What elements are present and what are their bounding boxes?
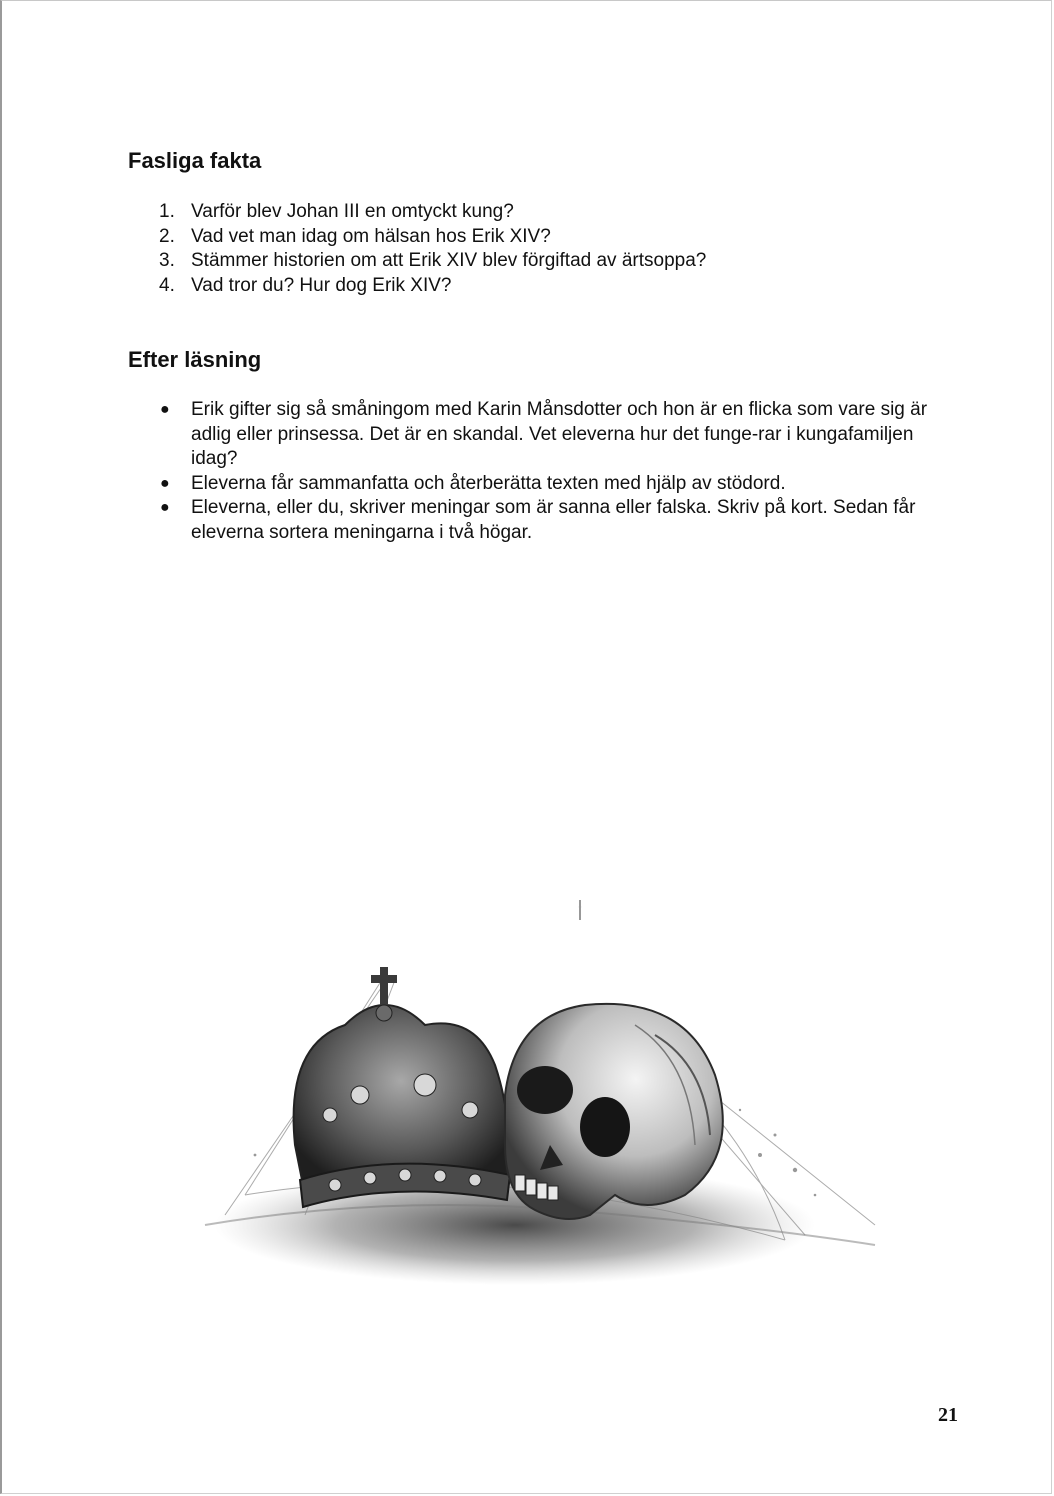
section-heading-efter-lasning: Efter läsning: [128, 347, 262, 372]
skull-eye-socket: [517, 1066, 573, 1114]
list-item-text: Eleverna, eller du, skriver meningar som är sanna eller falska. Skriv på kort. Sedan får eleverna sortera meningarna i två högar.: [191, 497, 916, 543]
list-number: 4.: [159, 274, 175, 296]
list-number: 2.: [159, 225, 175, 247]
list-item: [155, 274, 955, 299]
list-item: [155, 225, 955, 250]
bullet-icon: ●: [160, 499, 170, 516]
crown-drawing: [294, 967, 510, 1207]
skull-drawing: [505, 1004, 723, 1219]
questions-list: [155, 200, 955, 298]
list-item: [155, 200, 955, 225]
list-item-text: Vad vet man idag om hälsan hos Erik XIV?: [191, 225, 551, 247]
bullet-icon: ●: [160, 474, 170, 492]
list-item-text: Erik gifter sig så småningom med Karin Månsdotter och hon är en flicka som vare sig är adlig eller prinsessa. Det är en skandal. Vet eleverna hur det funge-rar i kungafamiljen idag?: [191, 399, 928, 469]
list-number: 3.: [159, 250, 175, 271]
after-reading-list: [155, 398, 945, 545]
bullet-icon: ●: [160, 401, 170, 418]
list-item: [155, 496, 945, 545]
list-item: [155, 249, 955, 274]
page-number: 21: [938, 1404, 958, 1426]
list-item-text: Eleverna får sammanfatta och återberätta texten med hjälp av stödord.: [191, 472, 786, 494]
skull-eye-socket: [580, 1097, 630, 1157]
list-number: 1.: [159, 201, 175, 222]
list-item: [155, 398, 945, 472]
list-item-text: Stämmer historien om att Erik XIV blev förgiftad av ärtsoppa?: [191, 250, 707, 271]
list-item-text: Varför blev Johan III en omtyckt kung?: [191, 201, 514, 222]
list-item-text: Vad tror du? Hur dog Erik XIV?: [191, 274, 452, 296]
section-heading-fasliga-fakta: Fasliga fakta: [128, 148, 262, 173]
list-item: [155, 472, 945, 497]
skull-and-crown-illustration: [185, 895, 885, 1315]
